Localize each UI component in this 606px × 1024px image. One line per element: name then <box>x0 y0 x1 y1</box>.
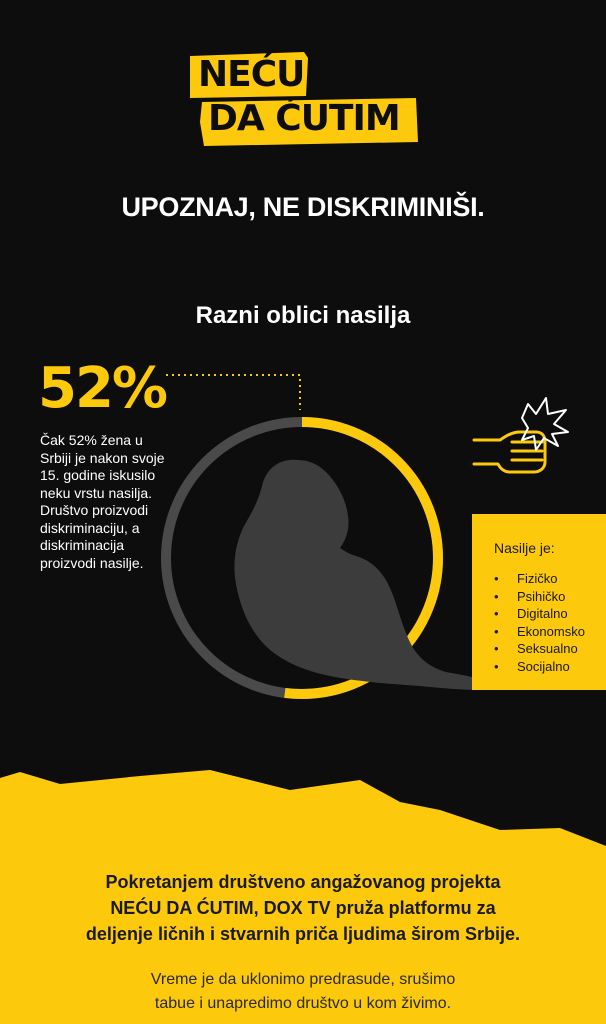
stat-description: Čak 52% žena u Srbiji je nakon svoje 15. godine iskusilo neku vrstu nasilja. Društvo proizvodi diskriminaciju, a diskriminacija proizvodi nasilje. <box>40 432 165 571</box>
footer-call-to-action: Vreme je da uklonimo predrasude, srušimo tabue i unapredimo društvo u kom živimo. <box>150 971 456 1012</box>
logo <box>188 52 420 148</box>
stat-percent: 52% <box>38 356 167 421</box>
list-item: • Fizičko <box>494 570 606 588</box>
list-item: • Digitalno <box>494 605 606 623</box>
list-item: • Socijalno <box>494 658 606 676</box>
dotted-connector <box>166 375 300 410</box>
violence-types-title: Nasilje je: <box>494 540 555 556</box>
list-item: • Ekonomsko <box>494 623 606 641</box>
logo-line-2: DA ĆUTIM <box>208 98 400 139</box>
logo-line-1: NEĆU <box>198 54 305 95</box>
list-item: • Psihičko <box>494 588 606 606</box>
headline: UPOZNAJ, NE DISKRIMINIŠI. <box>121 192 485 222</box>
violence-types-list <box>494 570 606 676</box>
list-item: • Seksualno <box>494 640 606 658</box>
footer-project-text: Pokretanjem društveno angažovanog projekta NEĆU DA ĆUTIM, DOX TV pruža platformu za deljenje ličnih i stvarnih priča ljudima širom Srbije. <box>85 872 521 944</box>
section-title: Razni oblici nasilja <box>195 302 411 329</box>
woman-silhouette-icon <box>234 460 492 690</box>
violence-types-box <box>472 514 606 690</box>
